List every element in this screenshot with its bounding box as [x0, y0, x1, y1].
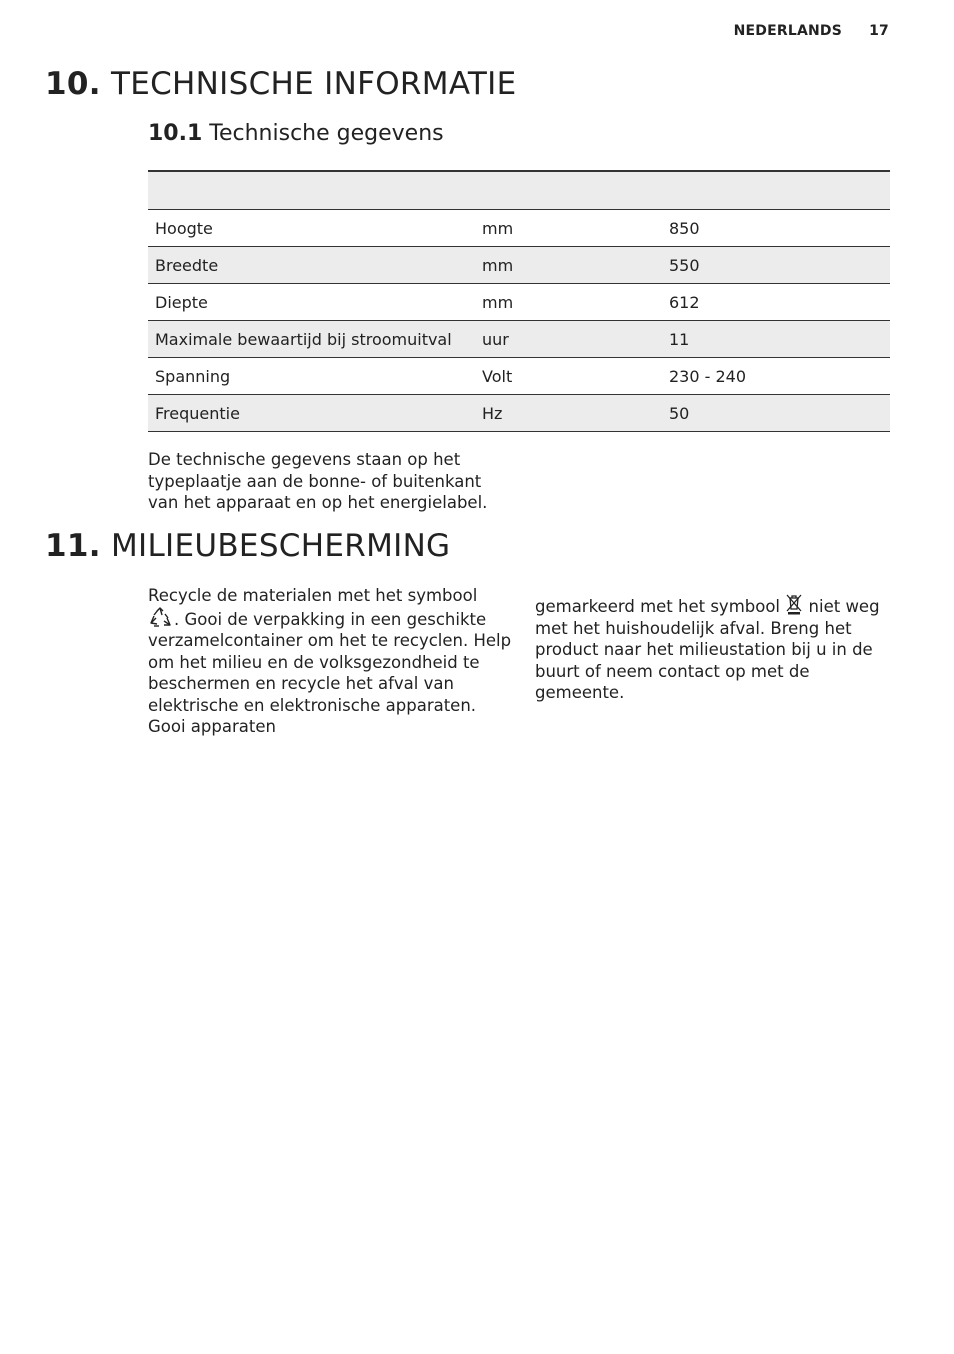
table-cell-value: 850	[662, 210, 890, 247]
table-row	[148, 247, 890, 284]
table-cell-property: Diepte	[148, 284, 475, 321]
table-cell-value: 230 - 240	[662, 358, 890, 395]
section-heading-technical-info	[45, 66, 517, 102]
table-cell-property: Maximale bewaartijd bij stroomuitval	[148, 321, 475, 358]
table-row	[148, 284, 890, 321]
subsection-heading	[148, 121, 444, 146]
section-title: TECHNISCHE INFORMATIE	[110, 66, 517, 102]
weee-crossed-bin-icon	[785, 593, 803, 615]
table-cell-value: 50	[662, 395, 890, 432]
paragraph-text: . Gooi de verpakking in een geschikte verzamelcontainer om het te recyclen. Help om het milieu en de volksgezondheid te beschermen en recycle het afval van elektrische en elektronische apparaten. Gooi apparaten	[148, 609, 512, 736]
table-cell-property: Frequentie	[148, 395, 475, 432]
section-number: 10.	[45, 66, 101, 102]
section-number: 11.	[45, 528, 101, 564]
table-row	[148, 395, 890, 432]
table-cell-value: 11	[662, 321, 890, 358]
table-cell-property: Spanning	[148, 358, 475, 395]
environment-paragraph-left	[148, 585, 513, 738]
recycle-icon	[148, 607, 174, 629]
technical-data-note: De technische gegevens staan op het typeplaatje aan de bonne- of buitenkant van het apparaat en op het energielabel.	[148, 450, 488, 512]
table-header-row	[148, 171, 890, 210]
table-cell-property: Hoogte	[148, 210, 475, 247]
section-title: MILIEUBESCHERMING	[110, 528, 451, 564]
table-row	[148, 321, 890, 358]
paragraph-text: gemarkeerd met het symbool	[535, 597, 781, 616]
subsection-title: Technische gegevens	[209, 121, 444, 146]
table-cell-value: 550	[662, 247, 890, 284]
table-cell-unit: mm	[475, 247, 662, 284]
subsection-number: 10.1	[148, 121, 203, 146]
table-cell-unit: Hz	[475, 395, 662, 432]
environment-paragraph-right	[535, 593, 895, 704]
table-cell-unit: Volt	[475, 358, 662, 395]
table-cell-unit: mm	[475, 284, 662, 321]
table-cell-unit: uur	[475, 321, 662, 358]
table-cell-property: Breedte	[148, 247, 475, 284]
section-heading-environment	[45, 528, 450, 564]
table-row	[148, 358, 890, 395]
page-number: 17	[869, 23, 889, 39]
table-cell-unit: mm	[475, 210, 662, 247]
header-language: NEDERLANDS	[733, 23, 843, 39]
table-row	[148, 210, 890, 247]
table-cell-value: 612	[662, 284, 890, 321]
technical-data-table	[148, 170, 890, 432]
paragraph-text: niet weg met het huishoudelijk afval. Breng het product naar het milieustation bij u in de buurt of neem contact op met de gemeente.	[535, 597, 880, 702]
paragraph-text: Recycle de materialen met het symbool	[148, 586, 478, 605]
running-header	[734, 23, 889, 39]
